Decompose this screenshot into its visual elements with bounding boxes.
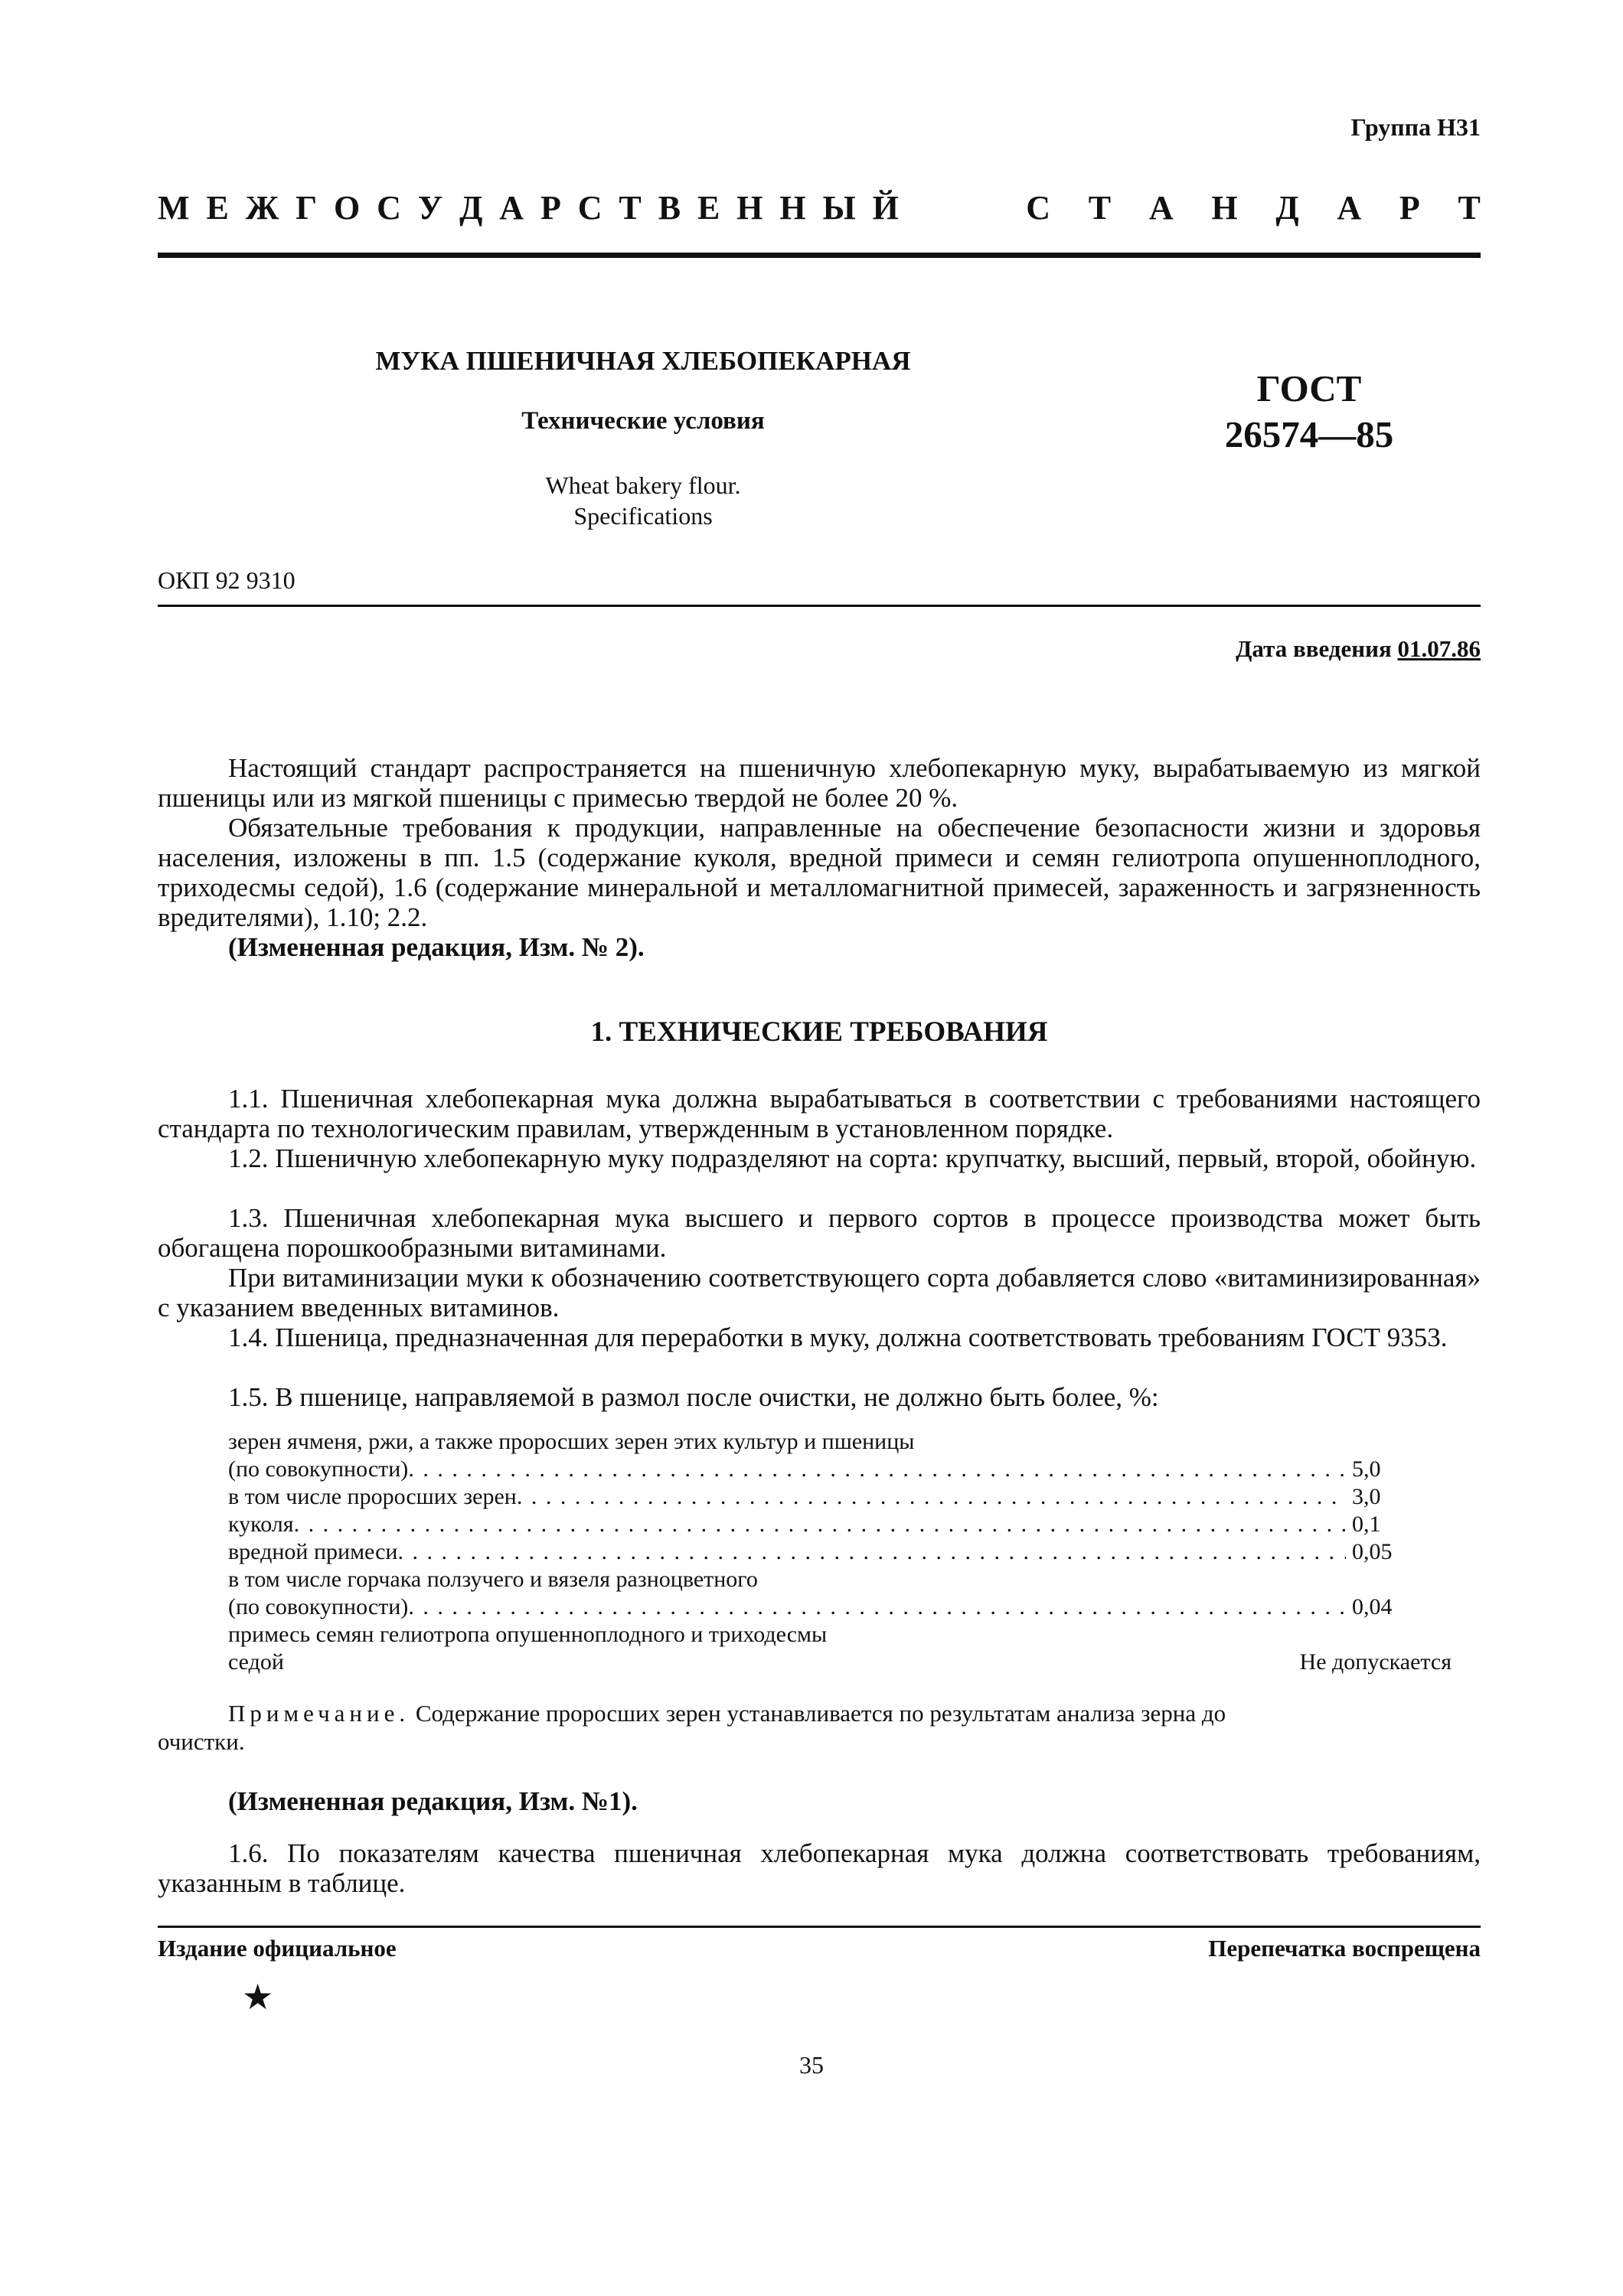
interstate-standard-banner <box>158 188 1481 227</box>
english-title-line-2: Specifications <box>573 502 713 530</box>
intro-paragraph-2: Обязательные требования к продукции, направленные на обеспечение безопасности жизни и здоровья населения, изложены в пп. 1.5 (содержание куколя, вредной примеси и семян гелиотропа опушенноплодного, триходесмы седой), 1.6 (содержание минеральной и металломагнитной примесей, зараженность и загрязненность вредителями), 1.10; 2.2. <box>158 813 1481 932</box>
list-item: зерен ячменя, ржи, а также проросших зерен этих культур и пшеницы <box>228 1429 915 1454</box>
clause-1-3: 1.3. Пшеничная хлебопекарная мука высшего и первого сортов в процессе производства может быть обогащена порошкообразными витаминами. <box>158 1203 1481 1263</box>
intro-paragraph-1: Настоящий стандарт распространяется на пшеничную хлебопекарную муку, вырабатываемую из мягкой пшеницы или из мягкой пшеницы с примесью твердой не более 20 %. <box>158 753 1481 813</box>
list-item: (по совокупности) . . . 5,0 <box>228 1456 1452 1483</box>
effective-date-label: Дата введения <box>1236 635 1392 662</box>
note-text: Содержание проросших зерен устанавливается по результатам анализа зерна до <box>410 1700 1226 1727</box>
effective-date <box>1236 635 1481 663</box>
gost-number: 26574—85 <box>1224 413 1394 455</box>
banner-word-2: С Т А Н Д А Р Т <box>1026 189 1481 227</box>
title-rule <box>158 605 1481 607</box>
clause-1-2: 1.2. Пшеничную хлебопекарную муку подразделяют на сорта: крупчатку, высший, первый, второй, обойную. <box>228 1143 1477 1173</box>
section-heading: 1. ТЕХНИЧЕСКИЕ ТРЕБОВАНИЯ <box>590 1016 1048 1048</box>
footer-rule <box>158 1926 1481 1928</box>
amendment-1: (Измененная редакция, Изм. №1). <box>228 1786 638 1816</box>
impurity-list <box>228 1428 1452 1676</box>
gost-label: ГОСТ <box>1256 367 1362 409</box>
effective-date-value: 01.07.86 <box>1397 635 1481 662</box>
list-item: седой Не допускается <box>228 1649 1452 1675</box>
note-continuation: очистки. <box>158 1728 245 1755</box>
gost-designation <box>1171 366 1447 458</box>
list-item: (по совокупности) . . . 0,04 <box>228 1593 1452 1621</box>
official-edition: Издание официальное <box>158 1935 397 1962</box>
page-number: 35 <box>799 2051 824 2079</box>
note-label: Примечание. <box>228 1700 410 1727</box>
banner-word-1: М Е Ж Г О С У Д А Р С Т В Е Н Н Ы Й <box>158 189 899 227</box>
star-icon: ★ <box>242 1976 274 2017</box>
list-item: вредной примеси . . . 0,05 <box>228 1538 1452 1566</box>
clause-1-1: 1.1. Пшеничная хлебопекарная мука должна вырабатываться в соответствии с требованиями настоящего стандарта по технологическим правилам, утвержденным в установленном порядке. <box>158 1084 1481 1143</box>
group-code: Группа Н31 <box>1350 113 1481 141</box>
clause-1-3-vitamin: При витаминизации муки к обозначению соответствующего сорта добавляется слово «витаминизированная» с указанием введенных витаминов. <box>158 1263 1481 1322</box>
clause-1-5: 1.5. В пшенице, направляемой в размол после очистки, не должно быть более, %: <box>228 1382 1159 1412</box>
list-item: куколя . . . 0,1 <box>228 1511 1452 1538</box>
reprint-prohibited: Перепечатка воспрещена <box>1208 1935 1481 1962</box>
document-title: МУКА ПШЕНИЧНАЯ ХЛЕБОПЕКАРНАЯ <box>375 346 911 376</box>
list-item: примесь семян гелиотропа опушенноплодного и триходесмы <box>228 1622 828 1647</box>
list-item: в том числе проросших зерен . . . 3,0 <box>228 1483 1452 1511</box>
clause-1-4: 1.4. Пшеница, предназначенная для переработки в муку, должна соответствовать требованиям ГОСТ 9353. <box>228 1322 1448 1352</box>
english-title <box>345 470 942 531</box>
okp-code: ОКП 92 9310 <box>158 566 296 594</box>
intro-amendment: (Измененная редакция, Изм. № 2). <box>228 932 645 962</box>
list-item: в том числе горчака ползучего и вязеля разноцветного <box>228 1567 758 1592</box>
note <box>228 1699 1481 1727</box>
english-title-line-1: Wheat bakery flour. <box>545 471 741 499</box>
header-rule <box>158 253 1481 258</box>
clause-1-6: 1.6. По показателям качества пшеничная хлебопекарная мука должна соответствовать требованиям, указанным в таблице. <box>158 1838 1481 1898</box>
document-subtitle: Технические условия <box>521 407 765 435</box>
